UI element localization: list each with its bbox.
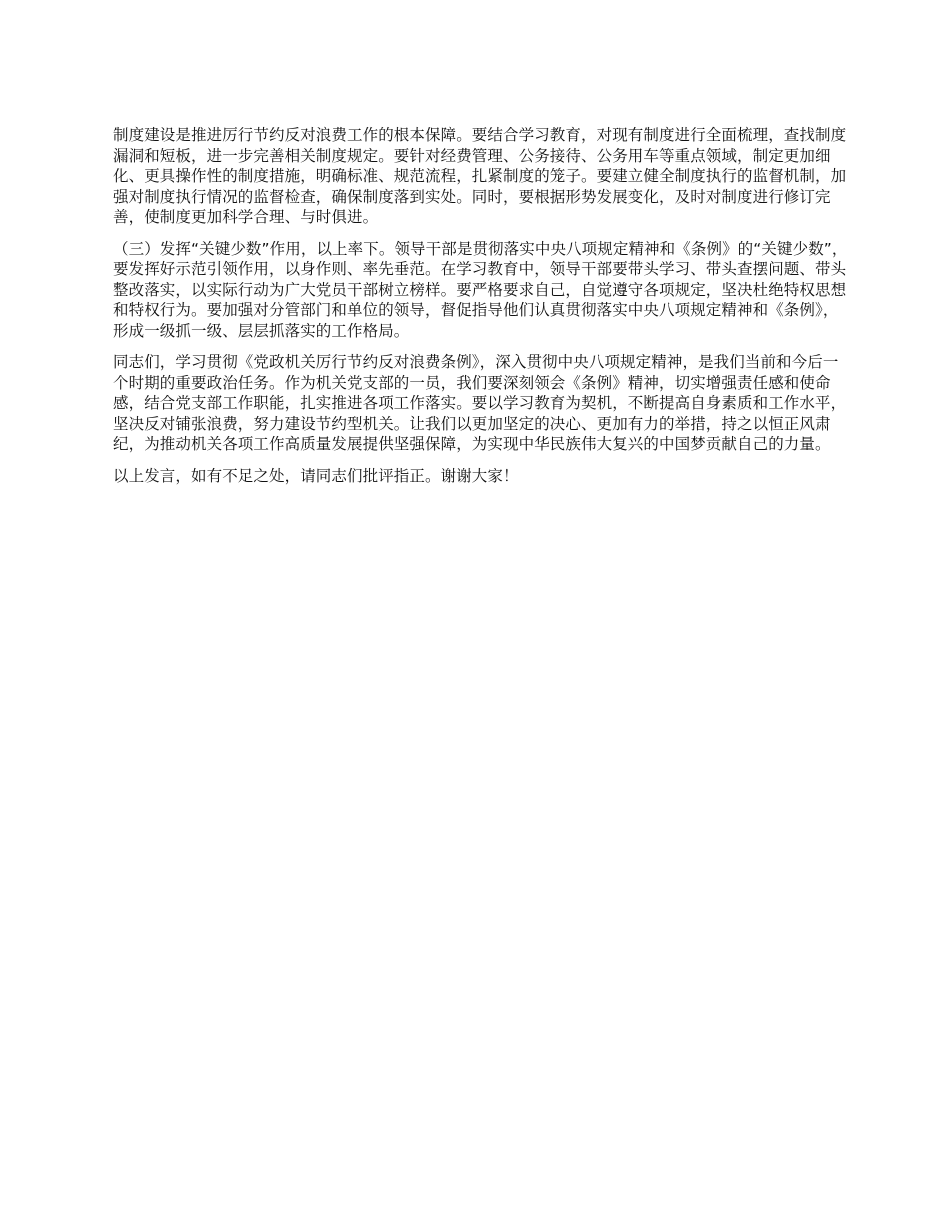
- paragraph-key-minority: （三）发挥“关键少数”作用，以上率下。领导干部是贯彻落实中央八项规定精神和《条例》的“关键少数”，要发挥好示范引领作用，以身作则、率先垂范。在学习教育中，领导干部要带头学习、带头查摆问题、带头整改落实，以实际行动为广大党员干部树立榜样。要严格要求自己，自觉遵守各项规定，坚决杜绝特权思想和特权行为。要加强对分管部门和单位的领导，督促指导他们认真贯彻落实中央八项规定精神和《条例》，形成一级抓一级、层层抓落实的工作格局。: [113, 239, 848, 340]
- document-body: [113, 125, 848, 497]
- paragraph-system-building: 制度建设是推进厉行节约反对浪费工作的根本保障。要结合学习教育，对现有制度进行全面梳理，查找制度漏洞和短板，进一步完善相关制度规定。要针对经费管理、公务接待、公务用车等重点领域，制定更加细化、更具操作性的制度措施，明确标准、规范流程，扎紧制度的笼子。要建立健全制度执行的监督机制，加强对制度执行情况的监督检查，确保制度落到实处。同时，要根据形势发展变化，及时对制度进行修订完善，使制度更加科学合理、与时俱进。: [113, 126, 847, 226]
- paragraph-closing: 以上发言，如有不足之处，请同志们批评指正。谢谢大家！: [113, 466, 519, 485]
- paragraph-comrades: 同志们，学习贯彻《党政机关厉行节约反对浪费条例》，深入贯彻中央八项规定精神，是我们当前和今后一个时期的重要政治任务。作为机关党支部的一员，我们要深刻领会《条例》精神，切实增强责任感和使命感，结合党支部工作职能，扎实推进各项工作落实。要以学习教育为契机，不断提高自身素质和工作水平，坚决反对铺张浪费，努力建设节约型机关。让我们以更加坚定的决心、更加有力的举措，持之以恒正风肃纪，为推动机关各项工作高质量发展提供坚强保障，为实现中华民族伟大复兴的中国梦贡献自己的力量。: [113, 353, 847, 453]
